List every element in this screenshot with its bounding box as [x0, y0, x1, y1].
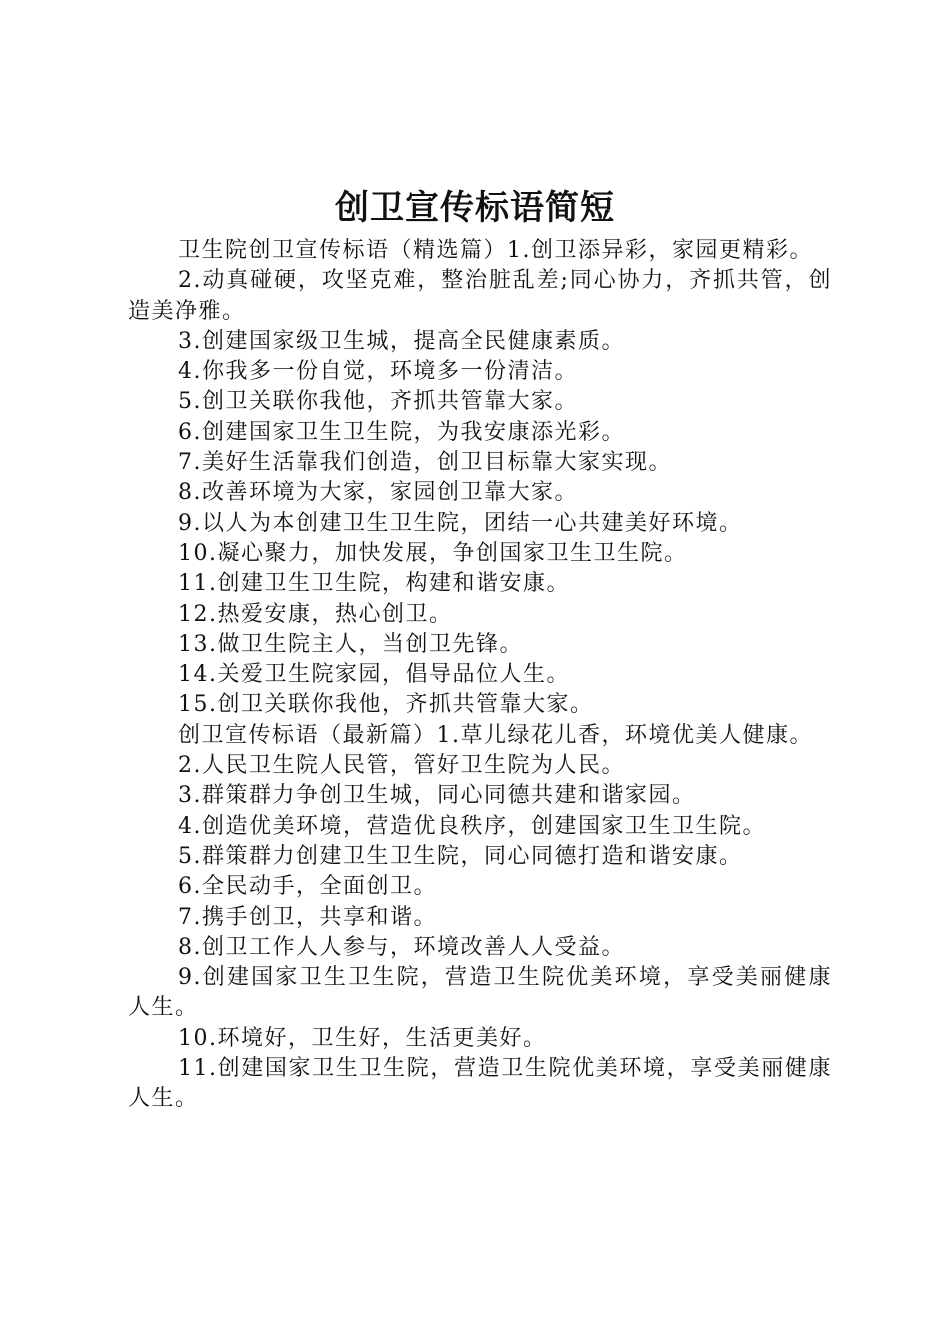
- paragraph: 4.你我多一份自觉，环境多一份清洁。: [178, 359, 578, 385]
- paragraph: 9.以人为本创建卫生卫生院，团结一心共建美好环境。: [178, 510, 743, 536]
- paragraph: 11.创建国家卫生卫生院，营造卫生院优美环境，享受美丽健康人生。: [128, 1056, 832, 1112]
- paragraph: 2.动真碰硬，攻坚克难，整治脏乱差;同心协力，齐抓共管，创造美净雅。: [128, 268, 832, 324]
- paragraph: 5.创卫关联你我他，齐抓共管靠大家。: [178, 389, 578, 415]
- document-title: 创卫宣传标语简短: [335, 188, 615, 228]
- paragraph: 10.环境好，卫生好，生活更美好。: [178, 1025, 547, 1051]
- paragraph: 6.全民动手，全面创卫。: [178, 874, 437, 900]
- paragraph: 卫生院创卫宣传标语（精选篇）1.创卫添异彩，家园更精彩。: [178, 238, 813, 263]
- paragraph: 6.创建国家卫生卫生院，为我安康添光彩。: [178, 419, 625, 445]
- paragraph: 3.群策群力争创卫生城，同心同德共建和谐家园。: [178, 783, 696, 809]
- paragraph: 11.创建卫生卫生院，构建和谐安康。: [178, 571, 570, 597]
- paragraph: 7.美好生活靠我们创造，创卫目标靠大家实现。: [178, 450, 672, 476]
- paragraph: 8.改善环境为大家，家园创卫靠大家。: [178, 480, 578, 506]
- paragraph: 13.做卫生院主人，当创卫先锋。: [178, 631, 523, 657]
- paragraph: 14.关爱卫生院家园，倡导品位人生。: [178, 662, 570, 688]
- paragraph: 2.人民卫生院人民管，管好卫生院为人民。: [178, 753, 625, 779]
- paragraph: 4.创造优美环境，营造优良秩序，创建国家卫生卫生院。: [178, 813, 766, 839]
- paragraph: 9.创建国家卫生卫生院，营造卫生院优美环境，享受美丽健康人生。: [128, 965, 832, 1021]
- paragraph: 3.创建国家级卫生城，提高全民健康素质。: [178, 328, 625, 354]
- paragraph: 10.凝心聚力，加快发展，争创国家卫生卫生院。: [178, 540, 688, 566]
- paragraph: 8.创卫工作人人参与，环境改善人人受益。: [178, 934, 625, 960]
- paragraph: 创卫宣传标语（最新篇）1.草儿绿花儿香，环境优美人健康。: [178, 722, 813, 748]
- paragraph: 15.创卫关联你我他，齐抓共管靠大家。: [178, 692, 594, 718]
- paragraph: 5.群策群力创建卫生卫生院，同心同德打造和谐安康。: [178, 843, 743, 869]
- paragraph: 7.携手创卫，共享和谐。: [178, 904, 437, 930]
- paragraph: 12.热爱安康，热心创卫。: [178, 601, 453, 627]
- document-body: [128, 236, 832, 1115]
